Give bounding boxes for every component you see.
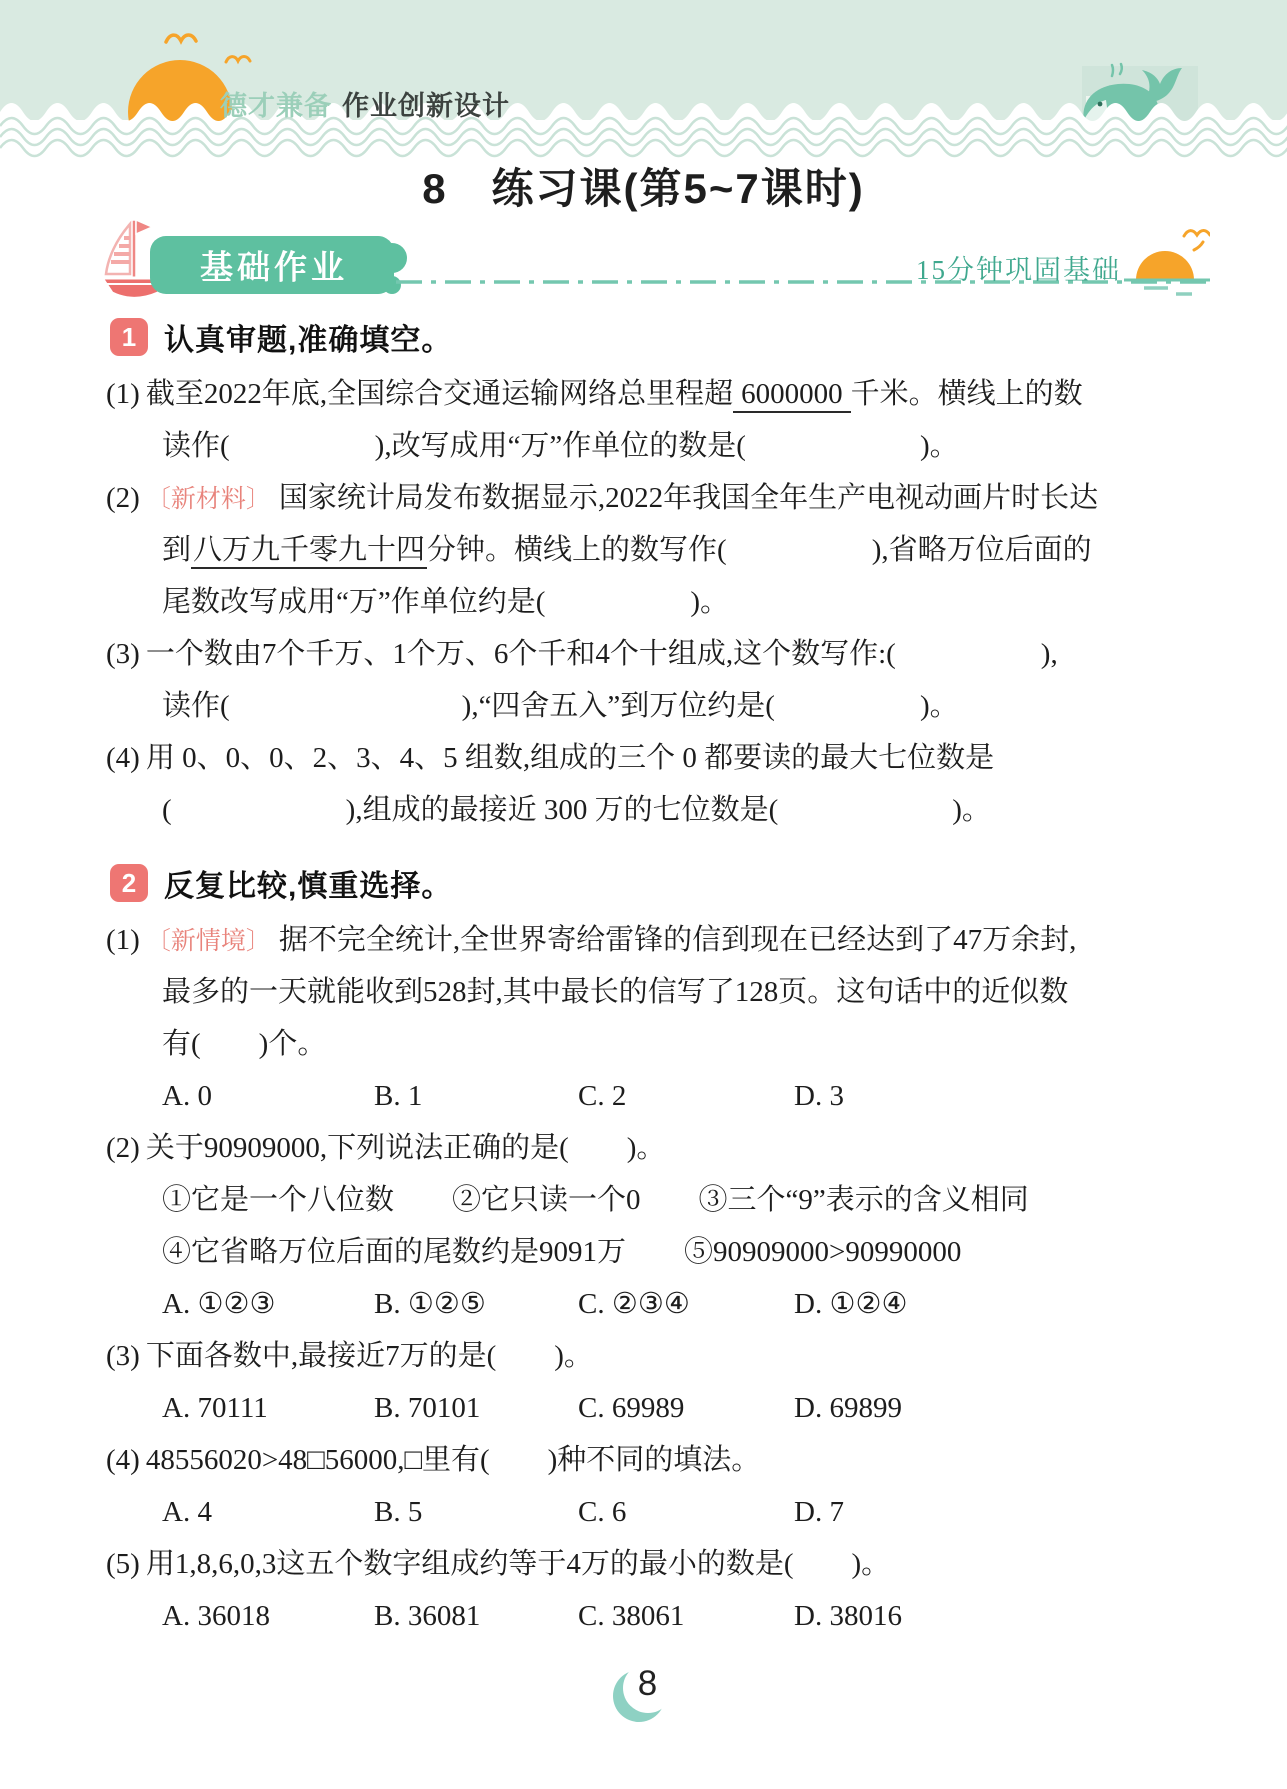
header-wave-banner [0,0,1287,170]
option-a: A. 4 [162,1496,212,1528]
q2-item2-options [106,1278,1191,1330]
option-a: A. 70111 [162,1392,268,1424]
option-d: D. 38016 [794,1600,902,1632]
question-2-heading-text: 反复比较,慎重选择。 [164,870,453,903]
q2-item3-options [106,1382,1191,1434]
item-marker: (4) [106,742,140,774]
q2-item5-line1 [106,1538,1191,1590]
question-1-heading [110,316,1191,358]
q1-item2-line3: 尾数改写成用“万”作单位约是( )。 [162,586,730,618]
text-segment: 分钟。横线上的数写作( ),省略万位后面的 [427,534,1092,566]
section-banner [150,236,394,294]
text-segment: 48556020>48□56000,□里有( )种不同的填法。 [145,1444,761,1476]
option-d: D. 3 [794,1080,844,1112]
underlined-phrase: 八万九千零九十四 [191,534,427,569]
option-d: D. 7 [794,1496,844,1528]
q2-item3-line1 [106,1330,1191,1382]
q1-item1-line2: 读作( ),改写成用“万”作单位的数是( )。 [162,430,959,462]
page-number-container [605,1654,683,1732]
option-b: B. 70101 [374,1392,481,1424]
question-1-number-badge: 1 [110,318,148,356]
item-marker: (3) [106,1340,140,1372]
option-b: B. 5 [374,1496,423,1528]
q2-item4-options [106,1486,1191,1538]
sunrise-icon [1124,220,1210,298]
q1-item3-line2: 读作( ),“四舍五入”到万位约是( )。 [162,690,959,722]
q2-item2-line1 [106,1122,1191,1174]
text-segment: 到 [162,534,192,566]
q2-item2-line3: ④它省略万位后面的尾数约是9091万 ⑤90909000>90990000 [162,1236,962,1268]
q2-item5-options [106,1590,1191,1642]
text-segment: 用 0、0、0、2、3、4、5 组数,组成的三个 0 都要读的最大七位数是 [145,742,995,774]
timer-note: 15分钟巩固基础 [916,255,1121,285]
question-1-heading-text: 认真审题,准确填空。 [164,324,453,357]
option-c: C. 2 [578,1080,627,1112]
item-marker: (4) [106,1444,140,1476]
text-segment: 下面各数中,最接近7万的是( )。 [145,1340,593,1372]
text-segment: 千米。横线上的数 [850,378,1083,410]
q1-item2-line2 [106,524,1191,576]
question-2 [106,862,1191,1642]
text-segment: 据不完全统计,全世界寄给雷锋的信到现在已经达到了47万余封, [278,924,1077,956]
option-a: A. 0 [162,1080,212,1112]
q2-item1-line1 [106,914,1191,966]
question-1 [106,316,1191,836]
option-b: B. ①②⑤ [374,1288,486,1320]
brand-bold-text: 作业创新设计 [342,91,510,121]
page-number: 8 [637,1664,658,1703]
option-d: D. 69899 [794,1392,902,1424]
text-segment: 关于90909000,下列说法正确的是( )。 [145,1132,666,1164]
option-c: C. 38061 [578,1600,685,1632]
option-c: C. 69989 [578,1392,685,1424]
text-segment: 国家统计局发布数据显示,2022年我国全年生产电视动画片时长达 [278,482,1099,514]
item-marker: (1) [106,378,140,410]
page-title: 8 练习课(第5~7课时) [422,165,865,212]
option-a: A. ①②③ [162,1288,276,1320]
text-segment: 截至2022年底,全国综合交通运输网络总里程超 [145,378,734,410]
item-marker: (1) [106,924,140,956]
q1-item1-line1 [106,368,1191,420]
new-material-tag: 〔新材料〕 [145,486,271,513]
item-marker: (2) [106,1132,140,1164]
q2-item4-line1 [106,1434,1191,1486]
q2-item1-options [106,1070,1191,1122]
q2-item2-line2: ①它是一个八位数 ②它只读一个0 ③三个“9”表示的含义相同 [162,1184,1029,1216]
question-2-heading [110,862,1191,904]
option-b: B. 36081 [374,1600,481,1632]
brand-light-text: 德才兼备 [220,91,332,121]
item-marker: (3) [106,638,140,670]
text-segment: 用1,8,6,0,3这五个数字组成约等于4万的最小的数是( )。 [145,1548,891,1580]
page-footer [0,1654,1287,1732]
q1-item2-line1 [106,472,1191,524]
q2-item1-line2: 最多的一天就能收到528封,其中最长的信写了128页。这句话中的近似数 [162,976,1069,1008]
q2-item1-line3: 有( )个。 [162,1028,327,1060]
q1-item4-line2: ( ),组成的最接近 300 万的七位数是( )。 [162,794,991,826]
new-scenario-tag: 〔新情境〕 [145,928,271,955]
q1-item4-line1 [106,732,1191,784]
option-c: C. 6 [578,1496,627,1528]
underlined-number: 6000000 [733,378,851,413]
item-marker: (2) [106,482,140,514]
section-banner-label: 基础作业 [200,248,348,286]
brand [220,84,510,123]
q1-item3-line1 [106,628,1191,680]
option-c: C. ②③④ [578,1288,690,1320]
item-marker: (5) [106,1548,140,1580]
question-2-number-badge: 2 [110,864,148,902]
option-d: D. ①②④ [794,1288,908,1320]
option-a: A. 36018 [162,1600,270,1632]
exercise-content [106,316,1191,1642]
option-b: B. 1 [374,1080,423,1112]
text-segment: 一个数由7个千万、1个万、6个千和4个十组成,这个数写作:( ), [145,638,1058,670]
